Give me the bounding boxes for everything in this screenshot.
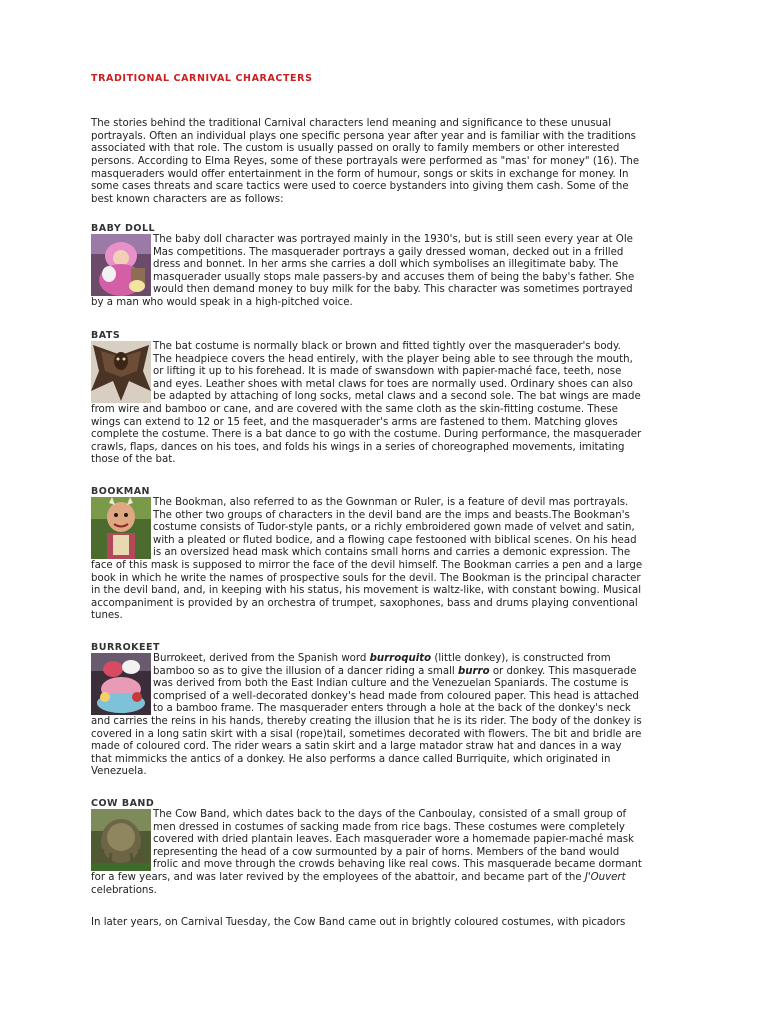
section-body: The baby doll character was portrayed mainly in the 1930's, but is still seen every year at Ole Mas competitions. The masquerader portrays a gaily dressed woman, decked out in a frilled dress and bonnet. In her arms she carries a doll which symbolises an illegitimate baby. The masquerader usually stops male passers-by and accuses them of being the baby's father. She would then demand money to buy milk for the baby. This character was sometimes portrayed by a man who would speak in a high-pitched voice.	[91, 234, 635, 308]
section-body: The Cow Band, which dates back to the days of the Canboulay, consisted of a small group of men dressed in costumes of sacking made from rice bags. These costumes were completely covered with dried plantain leaves. Each masquerader wore a homemade papier-maché mask representing the head of a cow surmounted by a pair of horns. Members of the band would frolic and move through the crowds behaving like real cows. This masquerade became dormant for a few years, and was later revived by the employees of the abattoir, and became part of the J'Ouvert celebrations.	[91, 809, 642, 896]
section-body: The Bookman, also referred to as the Gownman or Ruler, is a feature of devil mas portrayals. The other two groups of characters in the devil band are the imps and beasts.The Bookman's costume consists of Tudor-style pants, or a richly embroidered gown made of velvet and satin, with a pleated or fluted bodice, and a flowing cape festooned with biblical scenes. On his head is an oversized head mask which contains small horns and carries a demonic expression. The face of this mask is supposed to mirror the face of the devil himself. The Bookman carries a pen and a large book in which he write the names of prospective souls for the devil. The Bookman is the principal character in the devil band, and, in keeping with his status, his movement is waltz-like, with constant bowing. Musical accompaniment is provided by an orchestra of trumpet, saxophones, bass and drums playing conventional tunes.	[91, 497, 643, 622]
section-burrokeet	[91, 642, 643, 779]
section-body: Burrokeet, derived from the Spanish word burroquito (little donkey), is constructed from bamboo so as to give the illusion of a dancer riding a small burro or donkey. This masquerade was derived from both the East Indian culture and the Venezuelan Spaniards. The costume is comprised of a well-decorated donkey's head made from coloured paper. This head is attached to a bamboo frame. The masquerader enters through a hole at the back of the donkey's neck and carries the reins in his hands, thereby creating the illusion that he is its rider. The body of the donkey is covered in a long satin skirt with a sisal (rope)tail, sometimes decorated with flowers. The bit and bridle are made of coloured cord. The rider wears a satin skirt and a large matador straw hat and dances in a way that mimmicks the antics of a donkey. He also performs a dance called Burriquite, which originated in Venezuela.	[91, 653, 642, 778]
section-bookman	[91, 486, 643, 623]
bookman-photo	[91, 497, 151, 559]
burrokeet-photo	[91, 653, 151, 715]
section-heading: COW BAND	[91, 798, 155, 809]
section-heading: BOOKMAN	[91, 486, 151, 497]
bat-costume-photo	[91, 341, 151, 403]
section-body: The bat costume is normally black or brown and fitted tightly over the masquerader's body. The headpiece covers the head entirely, with the player being able to see through the mouth, or lifting it up to his forehead. It is made of swansdown with papier-maché face, teeth, nose and eyes. Leather shoes with metal claws for toes are normally used. Ordinary shoes can also be adapted by attaching of long socks, metal claws and a second sole. The bat wings are made from wire and bamboo or cane, and are covered with the same cloth as the skin-fitting costume. These wings can extend to 12 or 15 feet, and the masquerader's arms are fastened to them. Matching gloves complete the costume. There is a bat dance to go with the costume. During performance, the masquerader crawls, flaps, dances on his toes, and folds his wings in a series of choreographed movements, imitating those of the bat.	[91, 341, 642, 466]
intro-paragraph: The stories behind the traditional Carnival characters lend meaning and significance to these unusual portrayals. Often an individual plays one specific persona year after year and is familiar with the traditions associated with that role. The custom is usually passed on orally to family members or other interested persons. According to Elma Reyes, some of these portrayals were performed as "mas' for money" (16). The masqueraders would offer entertainment in the form of humour, songs or skits in exchange for money. In some cases threats and scare tactics were used to coerce bystanders into giving them cash. Some of the best known characters are as follows:	[91, 118, 640, 205]
section-bats	[91, 330, 643, 467]
baby-doll-photo	[91, 234, 151, 296]
section-heading: BATS	[91, 330, 121, 341]
section-cow-band	[91, 798, 643, 897]
section-heading: BURROKEET	[91, 642, 160, 653]
closing-paragraph: In later years, on Carnival Tuesday, the Cow Band came out in brightly coloured costumes, with picadors	[91, 917, 626, 928]
section-heading: BABY DOLL	[91, 223, 156, 234]
section-baby-doll	[91, 223, 643, 310]
page-title: TRADITIONAL CARNIVAL CHARACTERS	[91, 73, 313, 84]
cow-band-photo	[91, 809, 151, 871]
